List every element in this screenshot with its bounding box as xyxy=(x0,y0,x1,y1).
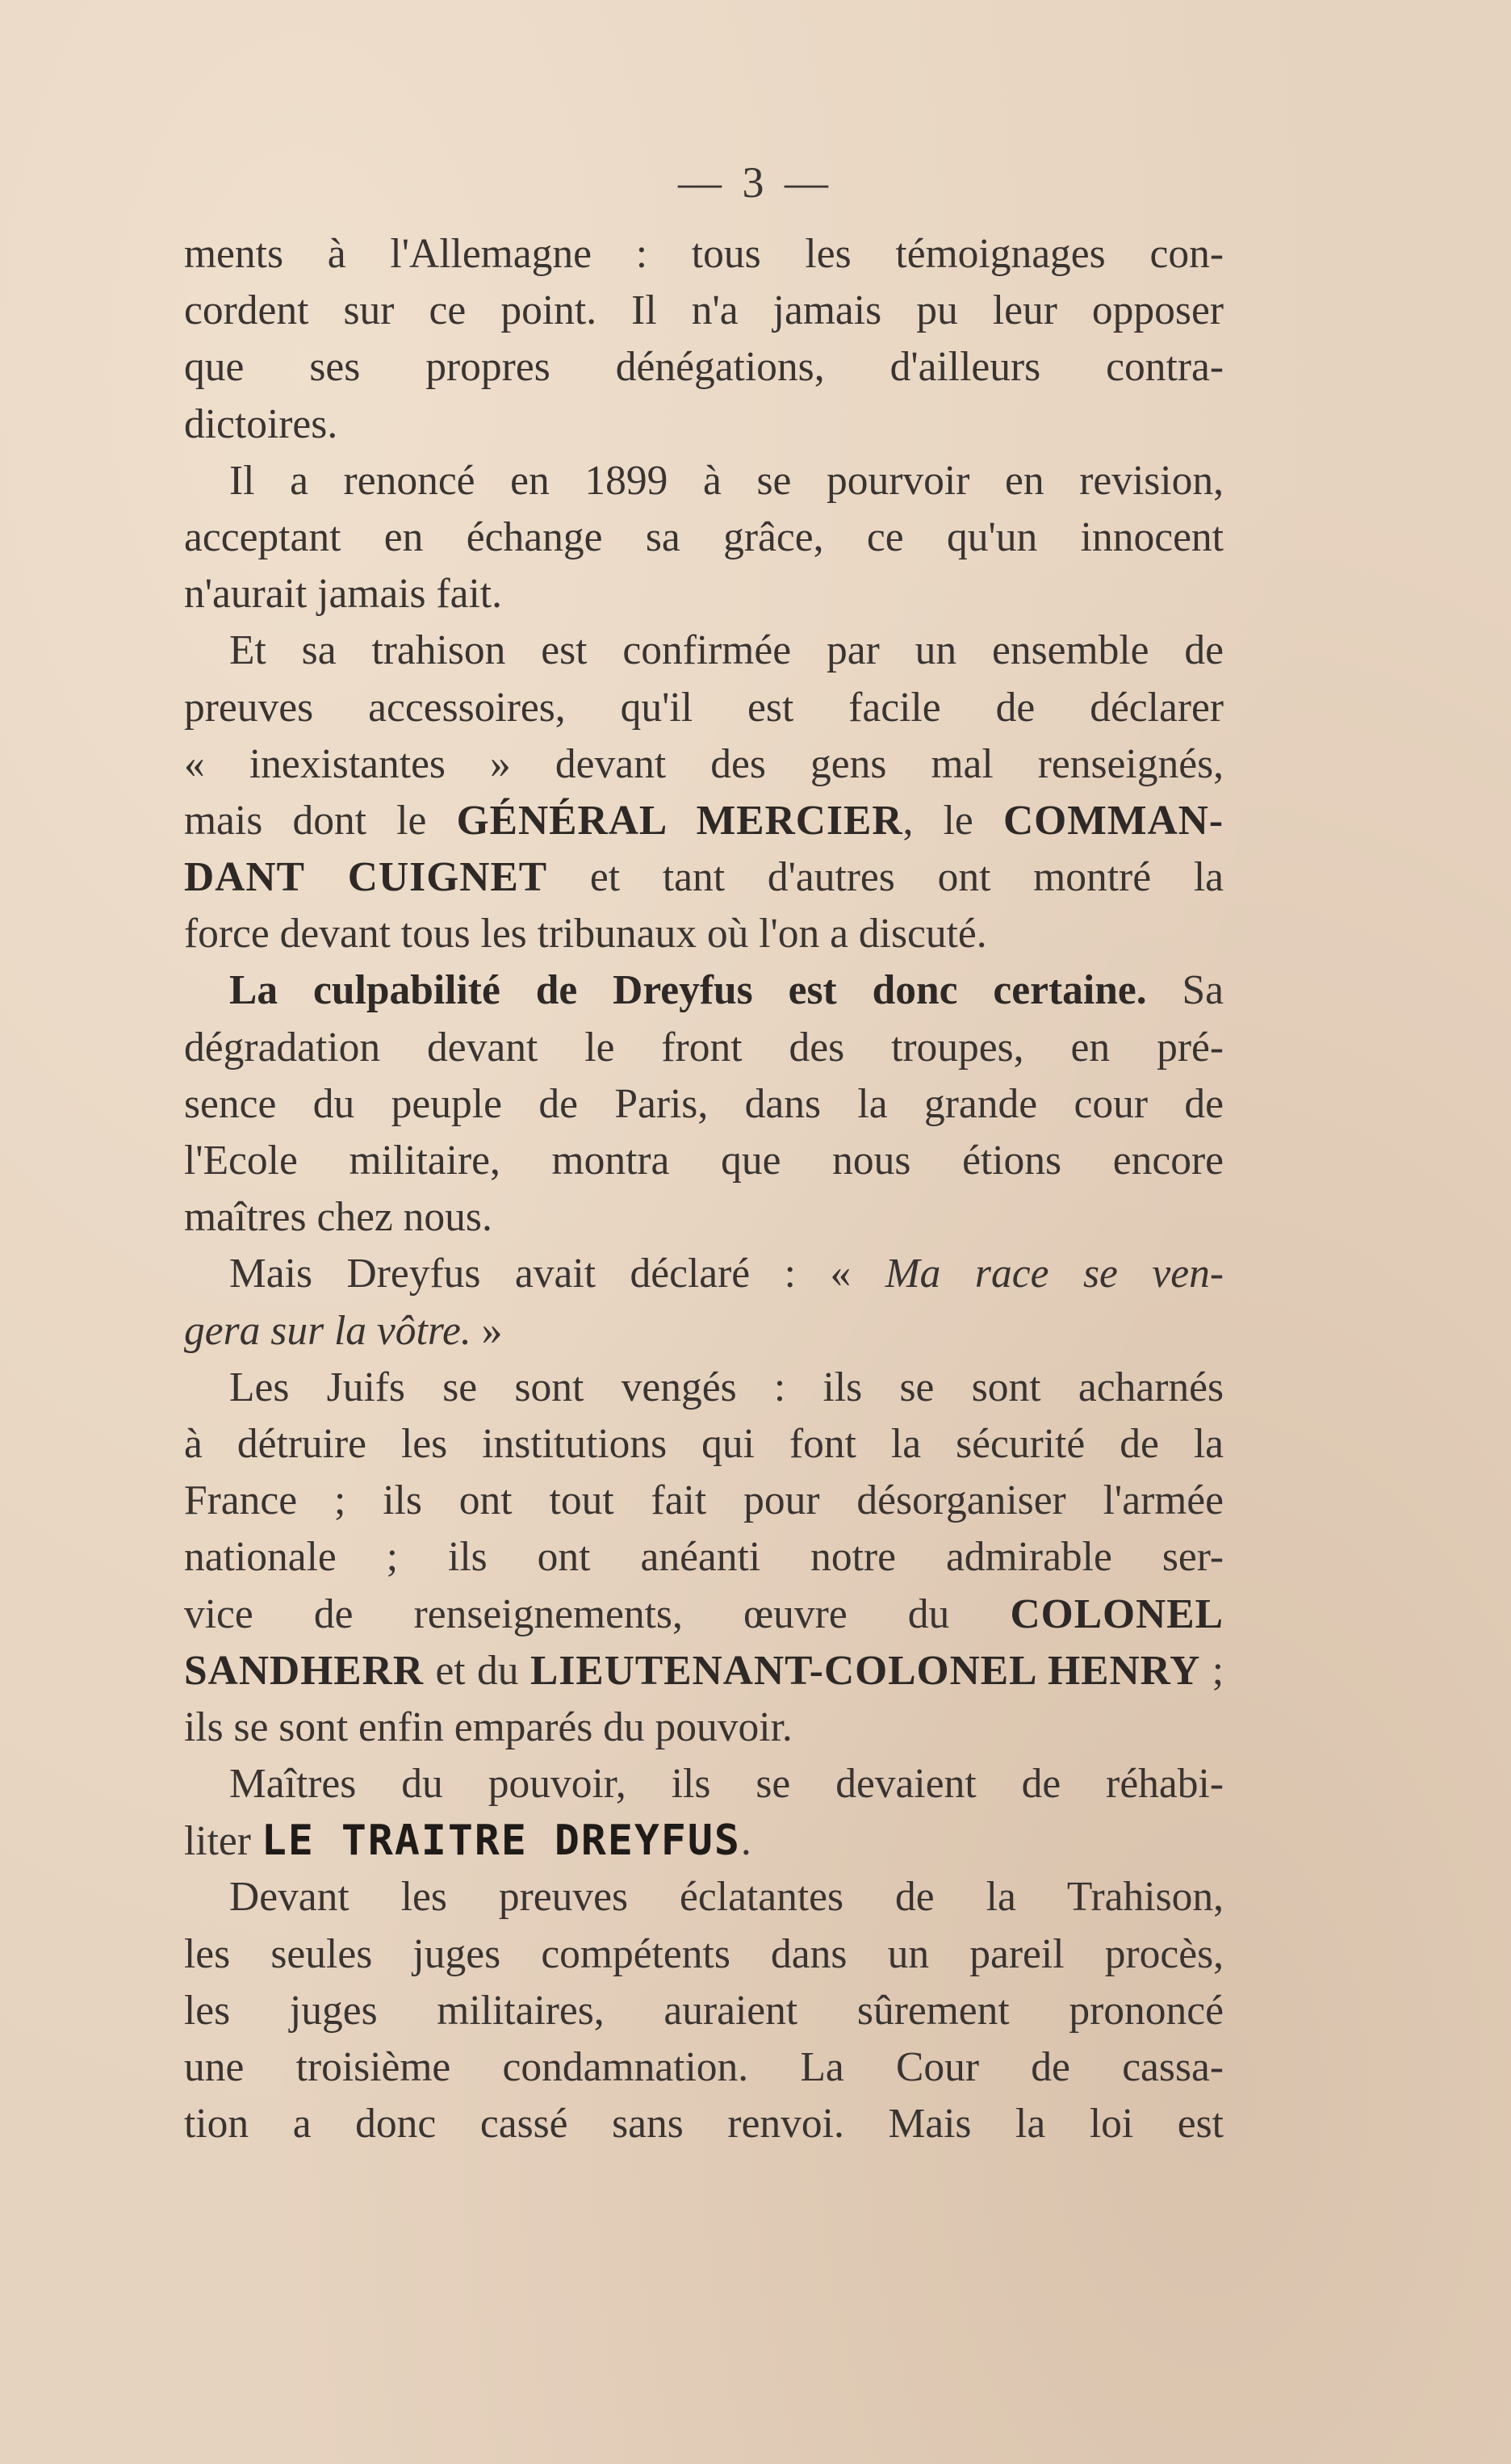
text-line: les seules juges compétents dans un pareil procès, xyxy=(184,1930,1224,1977)
name-general-mercier: GÉNÉRAL MERCIER xyxy=(456,797,903,844)
paragraph-start-line: Devant les preuves éclatantes de la Trahison, xyxy=(229,1874,1224,1921)
text-line: DANT CUIGNET et tant d'autres ont montré la xyxy=(184,854,1224,901)
text-line: « inexistantes » devant des gens mal renseignés, xyxy=(184,740,1224,787)
paragraph-start-line: La culpabilité de Dreyfus est donc certaine. Sa xyxy=(229,967,1224,1014)
text-line: n'aurait jamais fait. xyxy=(184,571,502,618)
text-line: preuves accessoires, qu'il est facile de déclarer xyxy=(184,684,1224,731)
text-line: tion a donc cassé sans renvoi. Mais la loi est xyxy=(184,2101,1224,2148)
text-line: que ses propres dénégations, d'ailleurs contra- xyxy=(184,344,1224,391)
text-line: France ; ils ont tout fait pour désorganiser l'armée xyxy=(184,1477,1224,1524)
paragraph-start-line: Les Juifs se sont vengés : ils se sont acharnés xyxy=(229,1364,1224,1410)
text-line: sence du peuple de Paris, dans la grande cour de xyxy=(184,1080,1224,1127)
text-line: les juges militaires, auraient sûrement prononcé xyxy=(184,1987,1224,2034)
text-line: ils se sont enfin emparés du pouvoir. xyxy=(184,1703,793,1750)
text-line: liter LE TRAITRE DREYFUS. xyxy=(184,1817,751,1866)
body-text xyxy=(184,226,1224,2152)
text-line: mais dont le GÉNÉRAL MERCIER, le COMMAN- xyxy=(184,797,1224,844)
quote-italic: Ma race se ven- xyxy=(885,1251,1224,1297)
text-line: maîtres chez nous. xyxy=(184,1194,492,1241)
text-line: SANDHERR et du LIEUTENANT-COLONEL HENRY ; xyxy=(184,1647,1224,1694)
emphasis-culpabilite: La culpabilité de Dreyfus est donc certaine. xyxy=(229,967,1147,1014)
text-line: une troisième condamnation. La Cour de cassa- xyxy=(184,2044,1224,2090)
text-line: nationale ; ils ont anéanti notre admirable ser- xyxy=(184,1534,1224,1581)
name-sandherr: SANDHERR xyxy=(184,1647,425,1694)
paragraph-start-line: Maîtres du pouvoir, ils se devaient de réhabi- xyxy=(229,1761,1224,1808)
paragraph-start-line: Et sa trahison est confirmée par un ensemble de xyxy=(229,627,1224,674)
text-line: force devant tous les tribunaux où l'on a discuté. xyxy=(184,911,987,958)
traitre-dreyfus-heading: LE TRAITRE DREYFUS xyxy=(261,1817,741,1866)
quote-italic: gera sur la vôtre. xyxy=(184,1307,471,1354)
text-line: dictoires. xyxy=(184,400,338,447)
text-line: dégradation devant le front des troupes, en pré- xyxy=(184,1024,1224,1071)
text-line: gera sur la vôtre. » xyxy=(184,1307,503,1354)
name-henry: LIEUTENANT-COLONEL HENRY xyxy=(529,1647,1201,1694)
paragraph-start-line: Il a renoncé en 1899 à se pourvoir en revision, xyxy=(229,457,1224,504)
text-line: l'Ecole militaire, montra que nous étions encore xyxy=(184,1138,1224,1184)
name-commandant-part: COMMAN- xyxy=(1002,797,1224,844)
name-cuignet: DANT CUIGNET xyxy=(184,854,548,901)
paragraph-start-line: Mais Dreyfus avait déclaré : « Ma race se ven- xyxy=(229,1251,1224,1297)
page-number: — 3 — xyxy=(678,158,833,207)
text-line: à détruire les institutions qui font la sécurité de la xyxy=(184,1420,1224,1467)
text-line: cordent sur ce point. Il n'a jamais pu leur opposer xyxy=(184,287,1224,334)
name-colonel: COLONEL xyxy=(1010,1590,1224,1637)
text-line: vice de renseignements, œuvre du COLONEL xyxy=(184,1590,1224,1637)
text-line: acceptant en échange sa grâce, ce qu'un innocent xyxy=(184,513,1224,560)
text-line: ments à l'Allemagne : tous les témoignages con- xyxy=(184,231,1224,277)
